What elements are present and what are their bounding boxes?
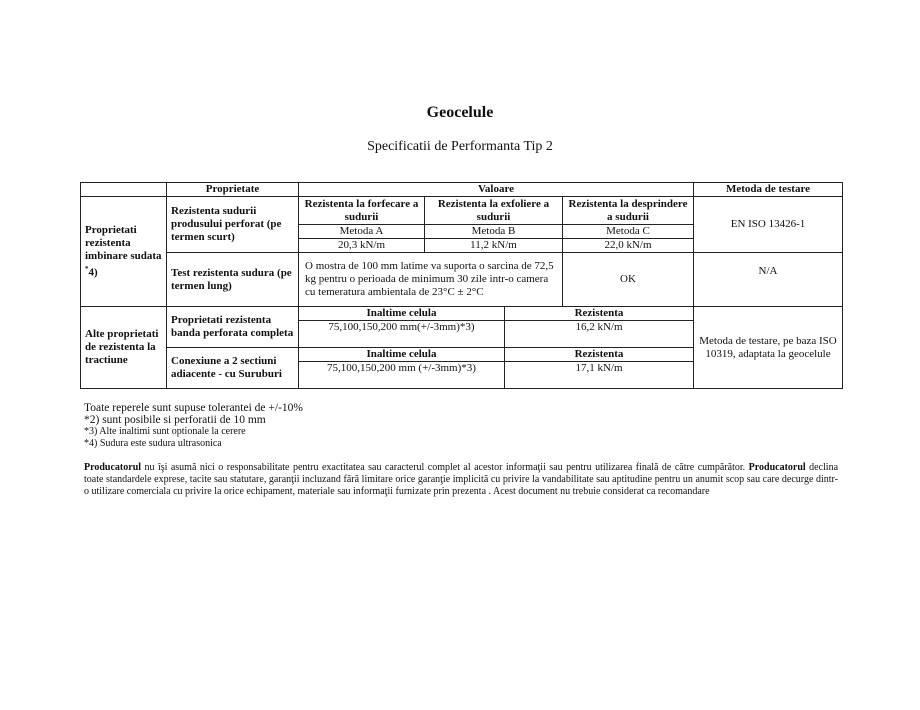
specifications-table [80,182,843,389]
connection-strength-value: 17,1 kN/m [505,362,694,389]
long-term-description: O mostra de 100 mm latime va suporta o sarcina de 72,5 kg pentru o perioada de minimum 30 zile intr-o camera cu temeratura ambientala de 23°C ± 2°C [299,253,563,307]
group-tensile-label: Alte proprietati de rezistenta la tractiune [81,307,167,389]
long-term-result: OK [563,253,694,307]
weld-strength-test-method: EN ISO 13426-1 [694,197,843,253]
tensile-test-method: Metoda de testare, pe baza ISO 10319, adaptata la geocelule [694,307,843,389]
band-header-row [81,307,843,321]
connection-height-value: 75,100,150,200 mm (+/-3mm)*3) [299,362,505,389]
connection-property: Conexiune a 2 sectiuni adiacente - cu Suruburi [167,348,299,389]
value-a: 20,3 kN/m [299,239,425,253]
header-value: Valoare [299,183,694,197]
disclaimer [84,462,838,498]
connection-strength-header: Rezistenta [505,348,694,362]
note-4: *4) Sudura este sudura ultrasonica [84,438,222,449]
note-tolerance: Toate reperele sunt supuse tolerantei de +/-10% [84,402,303,414]
peel-strength-header: Rezistenta la exfoliere a sudurii [425,197,563,225]
header-empty-cell [81,183,167,197]
disclaimer-lead-2: Producatorul [748,462,806,473]
header-property: Proprietate [167,183,299,197]
document-title: Geocelule [426,104,494,121]
split-strength-header: Rezistenta la desprindere a sudurii [563,197,694,225]
document-subtitle: Specificatii de Performanta Tip 2 [367,139,553,154]
method-a: Metoda A [299,225,425,239]
method-b: Metoda B [425,225,563,239]
long-term-property: Test rezistenta sudura (pe termen lung) [167,253,299,307]
notes [84,402,303,450]
shear-strength-header: Rezistenta la forfecare a sudurii [299,197,425,225]
disclaimer-lead-1: Producatorul [84,462,142,473]
value-b: 11,2 kN/m [425,239,563,253]
note-3: *3) Alte inaltimi sunt optionale la cerere [84,426,246,437]
value-c: 22,0 kN/m [563,239,694,253]
band-height-header: Inaltime celula [299,307,505,321]
weld-columns-row [81,197,843,225]
long-term-test-method: N/A [694,253,843,307]
method-c: Metoda C [563,225,694,239]
weld-strength-property: Rezistenta sudurii produsului perforat (pe termen scurt) [167,197,299,253]
disclaimer-text-2: declina toate standardele exprese, tacite sau statutare, garanţii incluzand fără limitare orice garanţie implicită cu privire la vandabilitate sau aptitudine pentru un anumit scop sau care decurge dintr-o utilizare comerciala cu privire la orice echipament, materiale sau informaţii furnizate prin prezenta . Acest document nu trebuie considerat ca recomandare [84,462,839,497]
band-property: Proprietati rezistenta banda perforata completa [167,307,299,348]
note-2: *2) sunt posibile si perforatii de 10 mm [84,414,266,426]
band-strength-header: Rezistenta [505,307,694,321]
connection-height-header: Inaltime celula [299,348,505,362]
header-test-method: Metoda de testare [694,183,843,197]
band-height-value: 75,100,150,200 mm(+/-3mm)*3) [299,321,505,348]
disclaimer-text-1: nu îşi asumă nici o responsabilitate pentru exactitatea sau caracterul complet al acestor informaţii sau pentru utilizarea finală de către cumpărător. [144,462,746,473]
band-strength-value: 16,2 kN/m [505,321,694,348]
long-term-row [81,253,843,307]
group-weld-label: Proprietati rezistenta imbinare sudata *4) [81,197,167,307]
header-row [81,183,843,197]
